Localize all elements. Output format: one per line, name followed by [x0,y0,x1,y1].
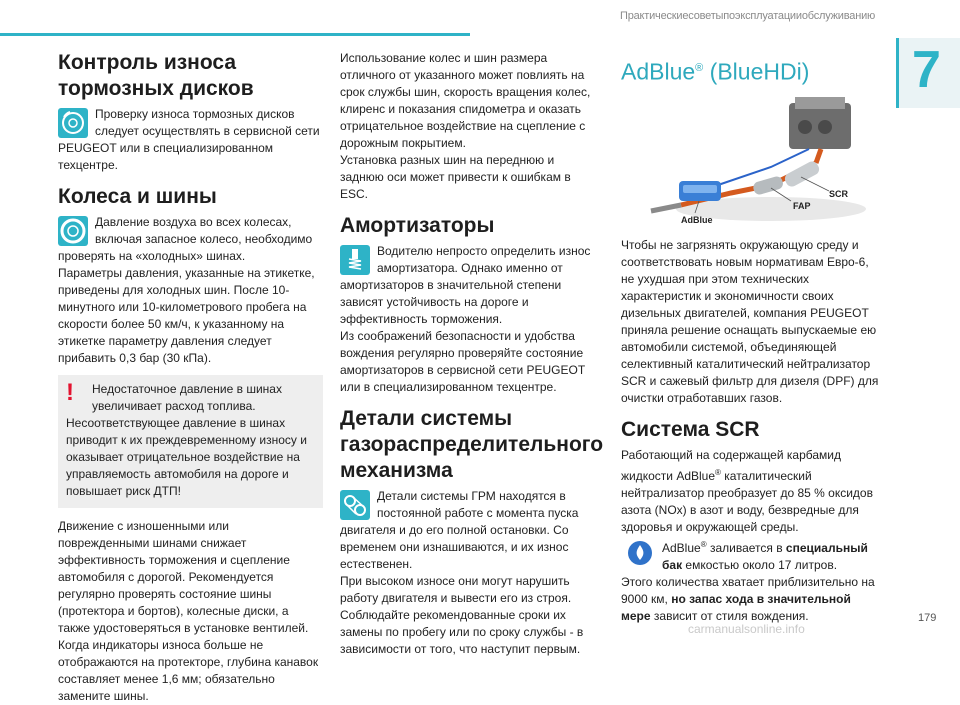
timing-section [340,488,598,573]
brakes-text: Проверку износа тормозных дисков следует осуществлять в сервисной сети PEUGEOT или в специализированном техцентре. [58,107,320,172]
chapter-number: 7 [912,41,941,99]
tyres-text-2: Установка разных шин на переднюю и заднюю оси может привести к ошибкам в ESC. [340,153,571,201]
exhaust-diagram-svg [621,89,881,229]
shocks-text-2: Из соображений безопасности и удобства вождения регулярно проверяйте состояние амортизаторов в сервисной сети PEUGEOT или в специализированном техцентре. [340,329,585,394]
adblue-text-1: Чтобы не загрязнять окружающую среду и соответствовать новым нормативам Евро-6, не ухудшая при этом технических характеристик и экономичности своих дизельных двигателей, компания PEUGEOT приняла решение оснащать выпускаемые ею автомобили системой, объединяющей селективный каталитический нейтрализатор SCR и сажевый фильтр для дизеля (DPF) для очистки отработавших газов. [621,237,879,405]
page-number: 179 [918,612,937,624]
adblue-tank-text: AdBlue® заливается в специальный бак емкостью около 17 литров. [662,539,868,572]
scr-heading: Система SCR [621,417,760,441]
shocks-text-1: Водителю непросто определить износ амортизатора. Однако именно от амортизаторов в значительной степени зависят устойчивость на дороге и эффективность торможения. [340,244,591,326]
wheels-text-3: Движение с изношенными или поврежденными шинами снижает эффективность торможения и сцепление автомобиля с дорогой. Рекомендуется регулярно проверять состояние шины (протектора и бортов), колесные диски, а также удостоверяться в установке вентилей. [58,519,309,635]
brakes-section [58,106,323,174]
label-fap: FAP [793,200,811,211]
adblue-heading: AdBlue® (BlueHDi) [621,58,810,85]
tyre-icon [58,216,88,246]
label-scr: SCR [829,188,849,199]
wheels-section [58,214,323,265]
label-adblue: AdBlue [681,214,713,225]
column-2 [340,50,604,658]
adblue-tank-section [621,536,883,574]
wheels-heading: Колеса и шины [58,185,217,208]
warning-box [58,375,323,508]
adblue-droplet-icon [625,538,655,568]
tyres-text-1: Использование колес и шин размера отличного от указанного может повлиять на срок службы шин, скорость вращения колес, клиренс и показания спидометра и оказать отрицательное воздействие на сцепление с дорожным покрытием. [340,51,591,150]
warning-exclamation-icon: ! [66,379,74,406]
brakes-heading: Контроль износа тормозных дисков [58,51,254,100]
brake-disc-icon [58,108,88,138]
timing-heading: Детали системы газораспределительного механизма [340,407,604,482]
shocks-heading: Амортизаторы [340,214,495,237]
timing-belt-icon [340,490,370,520]
running-title: Практическиесоветыпоэксплуатацииобслуживанию [620,10,876,22]
watermark: carmanualsonline.info [688,622,805,636]
exhaust-system-diagram [621,89,881,229]
timing-text-2: При высоком износе они могут нарушить работу двигателя и вывести его из строя. Соблюдайте рекомендованные сроки их замены по пробегу или по сроку службы - в зависимости от того, что наступит первым. [340,574,584,656]
scr-text-1: Работающий на содержащей карбамид жидкости AdBlue® каталитический нейтрализатор преобразует до 85 % оксидов азота (NOx) в азот и воду, безвредные для здоровья и окружающей среды. [621,447,873,534]
adblue-range-text: Этого количества хватает приблизительно на 9000 км, но запас хода в значительной мере зависит от стиля вождения. [621,574,875,623]
wheels-text-2: Параметры давления, указанные на этикетке, приведены для холодных шин. После 10-минутного или 10-километрового пробега на скорости более 50 км/ч, к указанному на этикетке параметру давления следует прибавить 0,3 бар (30 кПа). [58,266,315,365]
header-accent-bar [0,33,470,36]
column-1 [58,50,323,705]
warning-text-1: Недостаточное давление в шинах увеличивает расход топлива. [92,382,282,413]
timing-text-1: Детали системы ГРМ находятся в постоянной работе с момента пуска двигателя и до его полной остановки. Со временем они изнашиваются, и их износ естественен. [340,489,579,571]
wheels-text-1: Давление воздуха во всех колесах, включая запасное колесо, необходимо проверять на «холодных» шинах. [58,215,313,263]
column-3 [621,50,883,625]
wheels-text-4: Когда индикаторы износа больше не отображаются на протекторе, глубина канавок составляет менее 1,6 мм; обязательно замените шины. [58,638,319,703]
fap-filter [752,175,784,196]
warning-text-2: Несоответствующее давление в шинах приводит к их преждевременному износу и оказывает отрицательное воздействие на управляемость автомобиля на дороге и повышает риск ДТП! [66,416,307,498]
shock-absorber-icon [340,245,370,275]
shocks-section [340,243,598,328]
